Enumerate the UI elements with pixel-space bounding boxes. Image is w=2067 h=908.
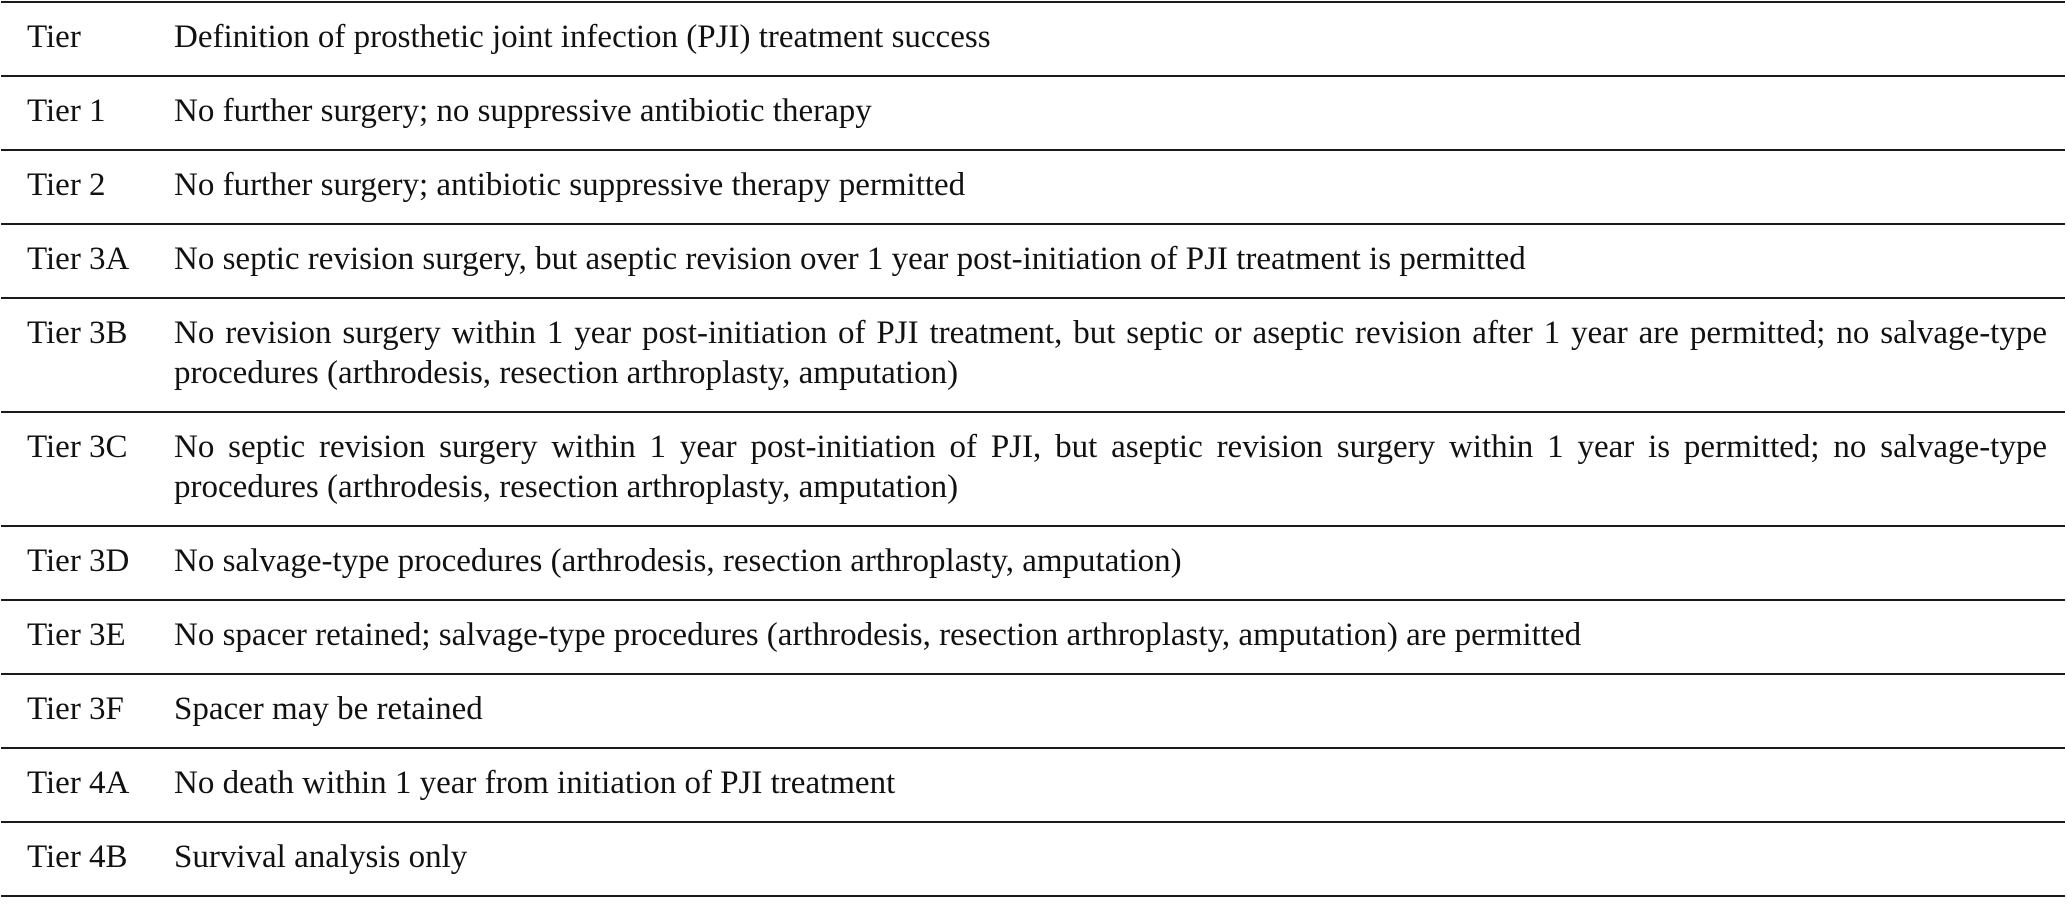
- tier-cell: Tier 3E: [1, 600, 174, 674]
- table-row: [1, 298, 2065, 412]
- tier-cell: Tier 3F: [1, 674, 174, 748]
- definition-cell: No further surgery; antibiotic suppressive therapy permitted: [174, 150, 2065, 224]
- pji-tier-table: [1, 1, 2065, 897]
- table-row: [1, 526, 2065, 600]
- definition-column-header: Definition of prosthetic joint infection (PJI) treatment success: [174, 2, 2065, 76]
- tier-cell: Tier 4B: [1, 822, 174, 896]
- table-row: [1, 748, 2065, 822]
- table-row: [1, 224, 2065, 298]
- tier-cell: Tier 4A: [1, 748, 174, 822]
- table-row: [1, 76, 2065, 150]
- definition-cell: No salvage-type procedures (arthrodesis, resection arthroplasty, amputation): [174, 526, 2065, 600]
- definition-cell: Spacer may be retained: [174, 674, 2065, 748]
- table-row: [1, 412, 2065, 526]
- tier-cell: Tier 3B: [1, 298, 174, 412]
- table-header-row: [1, 2, 2065, 76]
- tier-cell: Tier 1: [1, 76, 174, 150]
- definition-cell: No spacer retained; salvage-type procedures (arthrodesis, resection arthroplasty, amputation) are permitted: [174, 600, 2065, 674]
- tier-cell: Tier 2: [1, 150, 174, 224]
- table-row: [1, 822, 2065, 896]
- tier-cell: Tier 3A: [1, 224, 174, 298]
- tier-cell: Tier 3C: [1, 412, 174, 526]
- table-row: [1, 150, 2065, 224]
- definition-cell: No septic revision surgery within 1 year post-initiation of PJI, but aseptic revision surgery within 1 year is permitted; no salvage-type procedures (arthrodesis, resection arthroplasty, amputation): [174, 412, 2065, 526]
- tier-column-header: Tier: [1, 2, 174, 76]
- table-row: [1, 674, 2065, 748]
- definition-cell: No death within 1 year from initiation of PJI treatment: [174, 748, 2065, 822]
- definition-cell: Survival analysis only: [174, 822, 2065, 896]
- table-row: [1, 600, 2065, 674]
- definition-cell: No septic revision surgery, but aseptic revision over 1 year post-initiation of PJI treatment is permitted: [174, 224, 2065, 298]
- tier-cell: Tier 3D: [1, 526, 174, 600]
- definition-cell: No further surgery; no suppressive antibiotic therapy: [174, 76, 2065, 150]
- definition-cell: No revision surgery within 1 year post-initiation of PJI treatment, but septic or aseptic revision after 1 year are permitted; no salvage-type procedures (arthrodesis, resection arthroplasty, amputation): [174, 298, 2065, 412]
